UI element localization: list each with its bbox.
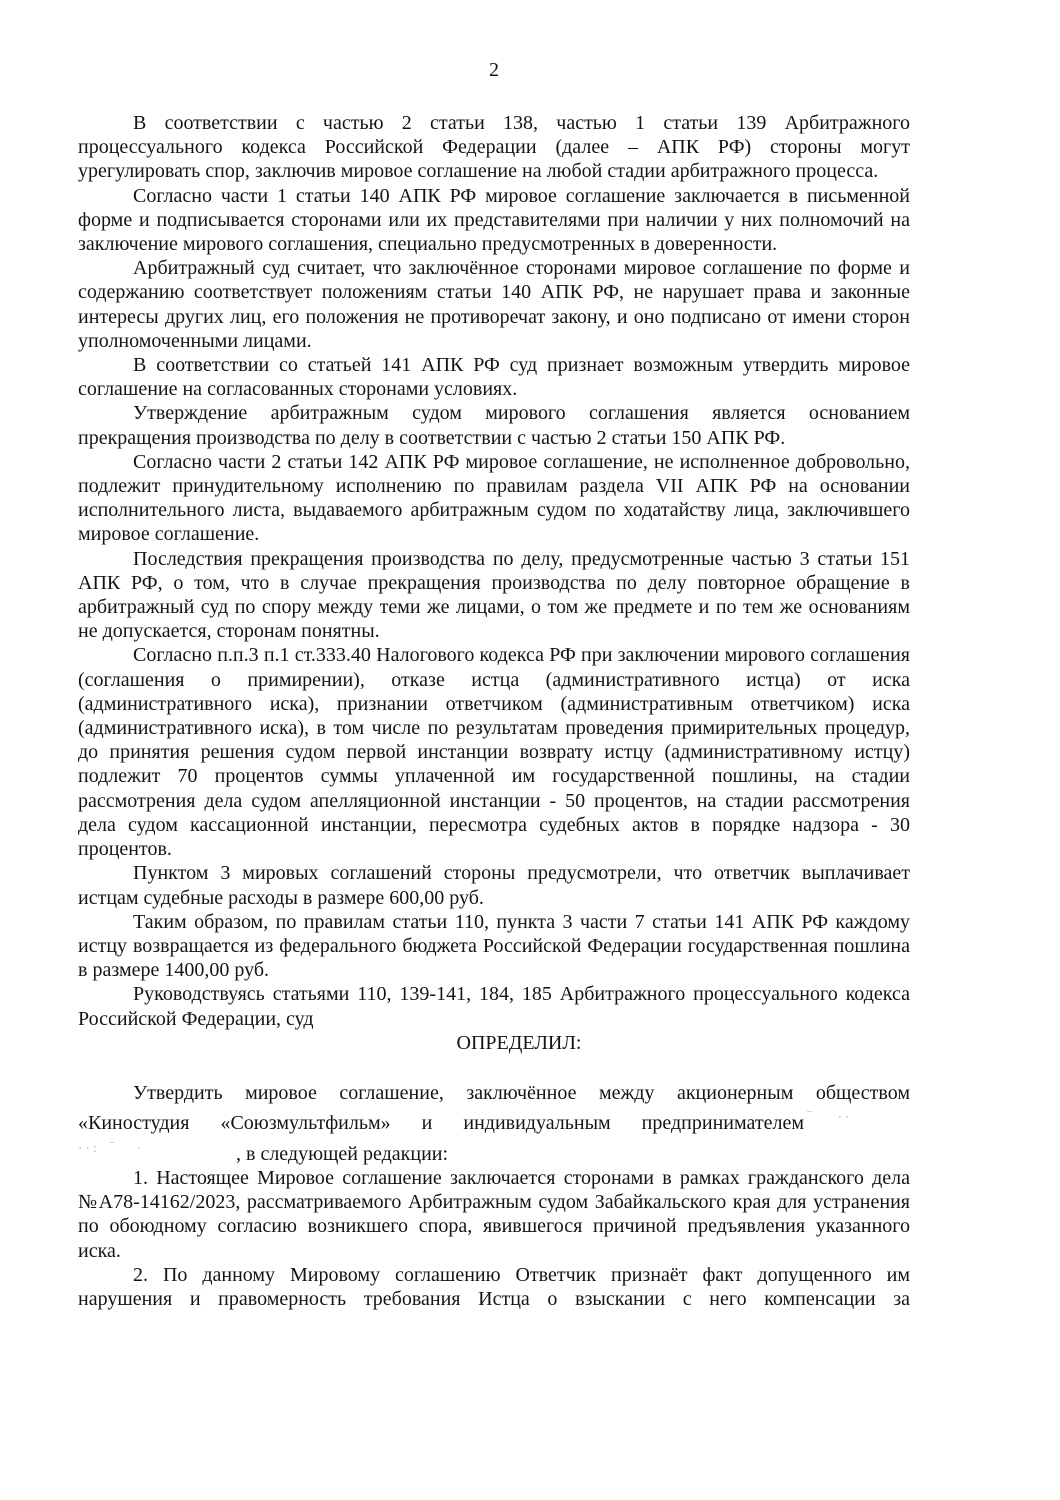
paragraph: Руководствуясь статьями 110, 139-141, 184, 185 Арбитражного процессуального кодекса Российской Федерации, суд [78, 983, 910, 1030]
paragraph: 1. Настоящее Мировое соглашение заключается сторонами в рамках гражданского дела №А78-14162/2023, рассматриваемого Арбитражным судом Забайкальского края для устранения по обоюдному согласию возникшего спора, явившегося причиной предъявления указанного иска. [78, 1166, 910, 1262]
paragraph: Согласно части 2 статьи 142 АПК РФ мировое соглашение, не исполненное добровольно, подлежит принудительному исполнению по правилам раздела VII АПК РФ на основании исполнительного листа, выдаваемого арбитражным судом по ходатайству лица, заключившего мировое соглашение. [78, 450, 910, 546]
paragraph: Таким образом, по правилам статьи 110, пункта 3 части 7 статьи 141 АПК РФ каждому истцу возвращается из федерального бюджета Российской Федерации государственная пошлина в размере 1400,00 руб. [78, 910, 910, 982]
paragraph: В соответствии с частью 2 статьи 138, частью 1 статьи 139 Арбитражного процессуального кодекса Российской Федерации (далее – АПК РФ) стороны могут урегулировать спор, заключив мировое соглашение на любой стадии арбитражного процесса. [78, 112, 910, 183]
paragraph: Арбитражный суд считает, что заключённое сторонами мировое соглашение по форме и содержанию соответствует положениям статьи 140 АПК РФ, не нарушает права и законные интересы других лиц, его положения не противоречат закону, и оно подписано от имени сторон уполномоченными лицами. [78, 257, 910, 352]
paragraph: Согласно п.п.3 п.1 ст.333.40 Налогового кодекса РФ при заключении мирового соглашения (соглашения о примирении), отказе истца (административного истца) от иска (административного иска), признании ответчиком (административным ответчиком) иска (административного иска), в том числе по результатам проведения примирительных процедур, до принятия решения судом первой инстанции возврату истцу (административному истцу) подлежит 70 процентов суммы уплаченной им государственной пошлины, на стадии рассмотрения дела судом апелляционной инстанции - 50 процентов, на стадии рассмотрения дела судом кассационной инстанции, пересмотра судебных актов в порядке надзора - 30 процентов. [78, 644, 910, 861]
paragraph: 2. По данному Мировому соглашению Ответчик признаёт факт допущенного им нарушения и правомерность требования Истца о взыскании с него компенсации за [78, 1263, 910, 1310]
paragraph: В соответствии со статьей 141 АПК РФ суд признает возможным утвердить мировое соглашение на согласованных сторонами условиях. [78, 354, 910, 401]
paragraph: Утверждение арбитражным судом мирового соглашения является основанием прекращения производства по делу в соответствии с частью 2 статьи 150 АПК РФ. [78, 402, 910, 449]
paragraph-with-redaction: Утвердить мировое соглашение, заключённое между акционерным обществом «Киностудия «Союзмультфильм» и индивидуальным предпринимателем ‾ · ·· · : ‾ · , в следующей редакции: [78, 1081, 910, 1165]
page-number: 2 [489, 59, 499, 81]
paragraph: Последствия прекращения производства по делу, предусмотренные частью 3 статьи 151 АПК РФ, о том, что в случае прекращения производства по делу повторное обращение в арбитражный суд по спору между теми же лицами, о том же предмете и по тем же основаниям не допускается, сторонам понятны. [78, 547, 910, 643]
redacted-name-gap: · · : ‾ · [78, 1139, 142, 1155]
paragraph: Согласно части 1 статьи 140 АПК РФ мировое соглашение заключается в письменной форме и подписывается сторонами или их представителями при наличии у них полномочий на заключение мирового соглашения, специально предусмотренных в доверенности. [78, 184, 910, 256]
redacted-name-gap: ‾ · · [804, 1109, 850, 1125]
document-body [78, 111, 910, 1311]
court-ruling-heading: ОПРЕДЕЛИЛ: [456, 1031, 582, 1054]
paragraph: Пунктом 3 мировых соглашений стороны предусмотрели, что ответчик выплачивает истцам судебные расходы в размере 600,00 руб. [78, 862, 910, 909]
